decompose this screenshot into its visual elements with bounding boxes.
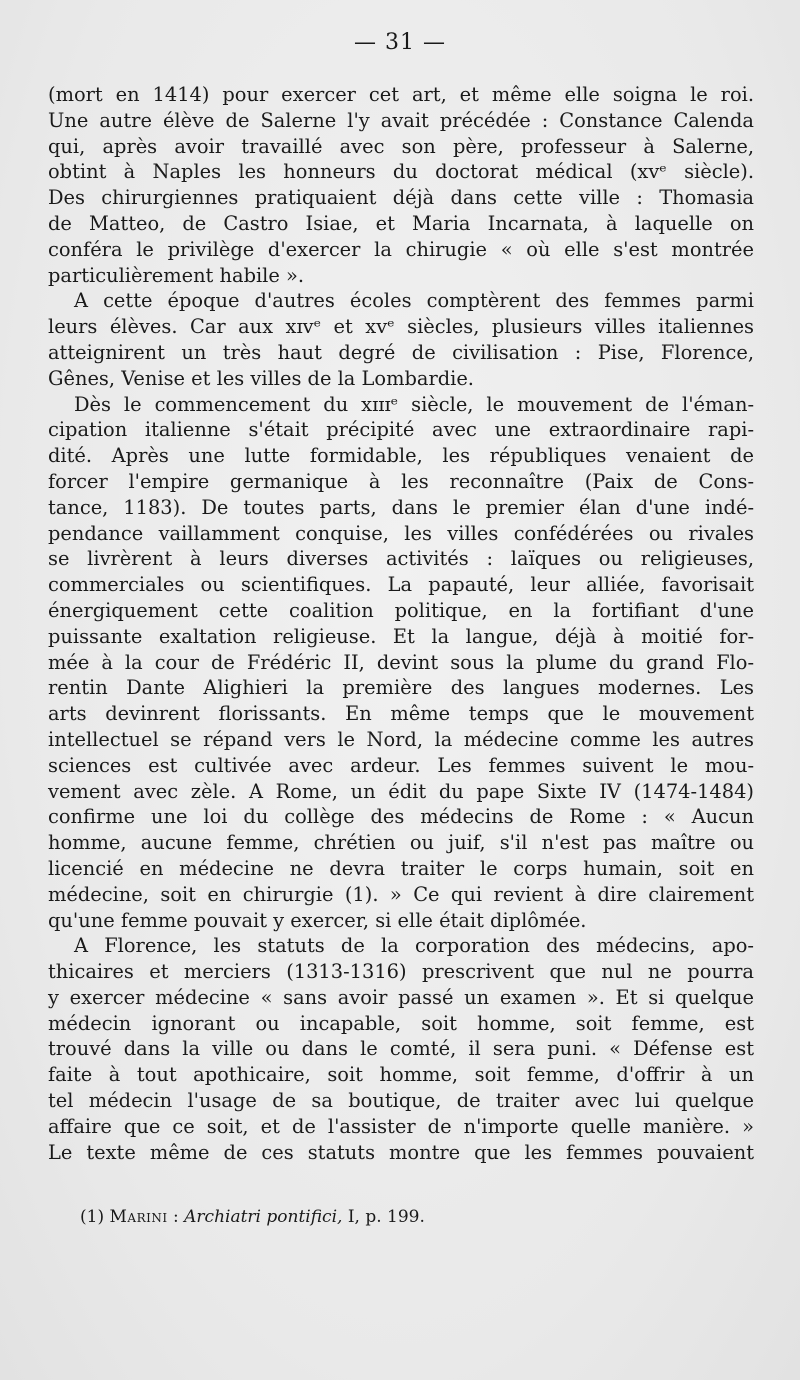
footnote: [80, 1207, 760, 1227]
text-line: qu'une femme pouvait y exercer, si elle était diplômée.: [48, 908, 587, 932]
text-line: médecin ignorant ou incapable, soit homme, soit femme, est: [48, 1011, 754, 1035]
text-line: thicaires et merciers (1313-1316) prescrivent que nul ne pourra: [48, 960, 754, 984]
text-line: A cette époque d'autres écoles comptèrent des femmes parmi: [74, 289, 754, 313]
footnote-mark: (1): [80, 1207, 105, 1227]
text-line: énergiquement cette coalition politique, en la fortifiant d'une: [48, 598, 754, 622]
text-line: A Florence, les statuts de la corporation des médecins, apo-: [74, 934, 754, 958]
text-line: mée à la cour de Frédéric II, devint sous la plume du grand Flo-: [48, 650, 754, 674]
text-line: confirme une loi du collège des médecins de Rome : « Aucun: [48, 805, 754, 829]
text-line: homme, aucune femme, chrétien ou juif, s'il n'est pas maître ou: [48, 831, 754, 855]
text-line: affaire que ce soit, et de l'assister de n'importe quelle manière. »: [48, 1114, 754, 1138]
footnote-reference: I, p. 199.: [347, 1207, 425, 1227]
text-line: forcer l'empire germanique à les reconnaître (Paix de Cons-: [48, 469, 754, 493]
footnote-title: Archiatri pontifici,: [184, 1207, 343, 1227]
text-line: Des chirurgiennes pratiquaient déjà dans cette ville : Thomasia: [48, 186, 754, 210]
text-line: vement avec zèle. A Rome, un édit du pape Sixte IV (1474-1484): [48, 779, 754, 803]
text-line: cipation italienne s'était précipité avec une extraordinaire rapi-: [48, 418, 754, 442]
text-line: qui, après avoir travaillé avec son père, professeur à Salerne,: [48, 134, 754, 158]
text-line: obtint à Naples les honneurs du doctorat médical (xvᵉ siècle).: [48, 160, 754, 184]
text-line: leurs élèves. Car aux xɪvᵉ et xvᵉ siècles, plusieurs villes italiennes: [48, 315, 754, 339]
text-line: arts devinrent florissants. En même temps que le mouvement: [48, 702, 754, 726]
text-line: Une autre élève de Salerne l'y avait précédée : Constance Calenda: [48, 108, 754, 132]
text-line: tance, 1183). De toutes parts, dans le premier élan d'une indé-: [48, 495, 754, 519]
text-line: tel médecin l'usage de sa boutique, de traiter avec lui quelque: [48, 1089, 754, 1113]
footnote-author: Marini: [109, 1207, 168, 1227]
text-line: médecine, soit en chirurgie (1). » Ce qui revient à dire clairement: [48, 882, 754, 906]
text-line: Le texte même de ces statuts montre que les femmes pouvaient: [48, 1140, 754, 1164]
text-line: faite à tout apothicaire, soit homme, soit femme, d'offrir à un: [48, 1063, 754, 1087]
text-line: Gênes, Venise et les villes de la Lombardie.: [48, 366, 474, 390]
text-line: dité. Après une lutte formidable, les républiques venaient de: [48, 444, 754, 468]
text-line: rentin Dante Alighieri la première des langues modernes. Les: [48, 676, 754, 700]
text-line: conféra le privilège d'exercer la chirugie « où elle s'est montrée: [48, 237, 754, 261]
text-line: particulièrement habile ».: [48, 263, 305, 287]
text-line: pendance vaillamment conquise, les villes confédérées ou rivales: [48, 521, 754, 545]
body-text: [48, 82, 754, 1165]
footnote-separator: :: [173, 1207, 179, 1227]
text-line: puissante exaltation religieuse. Et la langue, déjà à moitié for-: [48, 624, 754, 648]
text-line: sciences est cultivée avec ardeur. Les femmes suivent le mou-: [48, 753, 754, 777]
text-line: commerciales ou scientifiques. La papauté, leur alliée, favorisait: [48, 573, 754, 597]
text-line: se livrèrent à leurs diverses activités : laïques ou religieuses,: [48, 547, 754, 571]
text-line: (mort en 1414) pour exercer cet art, et même elle soigna le roi.: [48, 83, 754, 106]
text-line: de Matteo, de Castro Isiae, et Maria Incarnata, à laquelle on: [48, 211, 754, 235]
page-number: — 31 —: [354, 30, 446, 55]
text-line: Dès le commencement du xɪɪɪᵉ siècle, le mouvement de l'éman-: [74, 392, 754, 416]
text-line: atteignirent un très haut degré de civilisation : Pise, Florence,: [48, 340, 754, 364]
text-line: trouvé dans la ville ou dans le comté, il sera puni. « Défense est: [48, 1037, 754, 1061]
text-line: intellectuel se répand vers le Nord, la médecine comme les autres: [48, 727, 754, 751]
text-line: y exercer médecine « sans avoir passé un examen ». Et si quelque: [48, 985, 754, 1009]
text-line: licencié en médecine ne devra traiter le corps humain, soit en: [48, 856, 754, 880]
